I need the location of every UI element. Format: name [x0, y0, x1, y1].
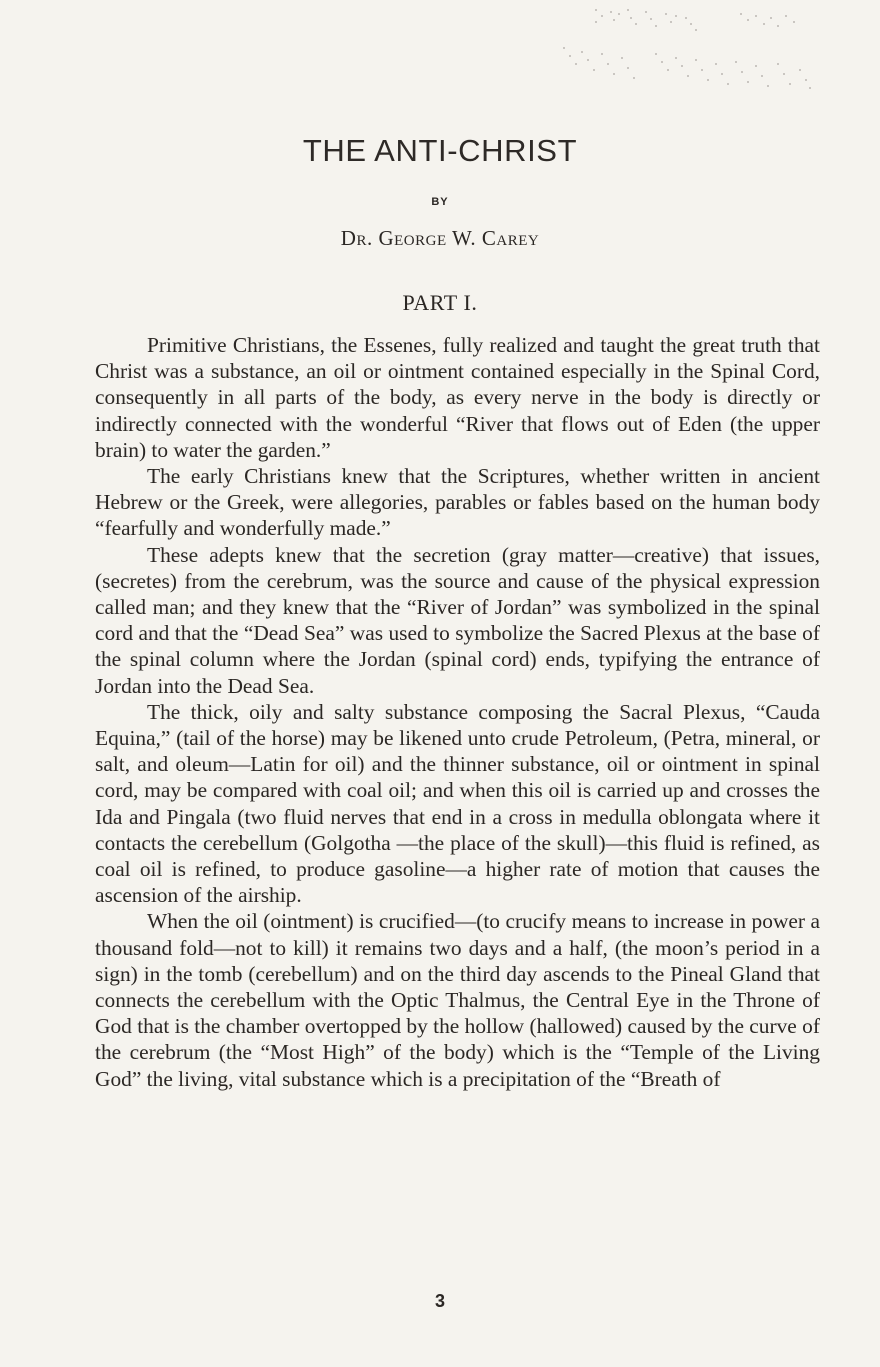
paragraph-3: These adepts knew that the secretion (gray matter—creative) that issues, (secretes) from the cerebrum, was the source and cause of the physical expression called man; and they knew that the “River of Jordan” was symbolized in the spinal cord and that the “Dead Sea” was used to symbolize the Sacred Plexus at the base of the spinal column where the Jordan (spinal cord) ends, typifying the entrance of Jordan into the Dead Sea. [95, 542, 820, 698]
paragraph-1: Primitive Christians, the Essenes, fully realized and taught the great truth that Christ was a substance, an oil or ointment contained especially in the Spinal Cord, consequently in all parts of the body, as every nerve in the body is directly or indirectly connected with the wonderful “River that flows out of Eden (the upper brain) to water the garden.” [95, 333, 820, 462]
part-heading: PART I. [402, 290, 478, 315]
paragraph-4: The thick, oily and salty substance composing the Sacral Plexus, “Cauda Equina,” (tail of the horse) may be likened unto crude Petroleum, (Petra, mineral, or salt, and oleum—Latin for oil) and the thinner substance, oil or ointment in spinal cord, may be compared with coal oil; and when this oil is carried up and crosses the Ida and Pingala (two fluid nerves that end in a cross in medulla oblongata where it contacts the cerebellum (Golgotha —the place of the skull)—this fluid is refined, as coal oil is refined, to produce gasoline—a higher rate of motion that causes the ascension of the airship. [95, 699, 820, 908]
byline: BY [431, 196, 449, 208]
paragraph-5: When the oil (ointment) is crucified—(to crucify means to increase in power a thousand fold—not to kill) it remains two days and a half, (the moon’s period in a sign) in the tomb (cerebellum) and on the third day ascends to the Pineal Gland that connects the cerebellum with the Optic Thalmus, the Central Eye in the Throne of God that is the chamber overtopped by the hollow (hallowed) caused by the curve of the cerebrum (the “Most High” of the body) which is the “Temple of the Living God” the living, vital substance which is a precipitation of the “Breath of [95, 909, 820, 1091]
page-title: THE ANTI-CHRIST [302, 133, 578, 168]
body-text [95, 332, 820, 1092]
page-number: 3 [434, 1291, 445, 1311]
paragraph-2: The early Christians knew that the Scriptures, whether written in ancient Hebrew or the Greek, were allegories, parables or fables based on the human body “fearfully and wonderfully made.” [95, 464, 820, 541]
library-stamp-image [556, 4, 816, 94]
author-name: Dr. George W. Carey [340, 226, 540, 250]
